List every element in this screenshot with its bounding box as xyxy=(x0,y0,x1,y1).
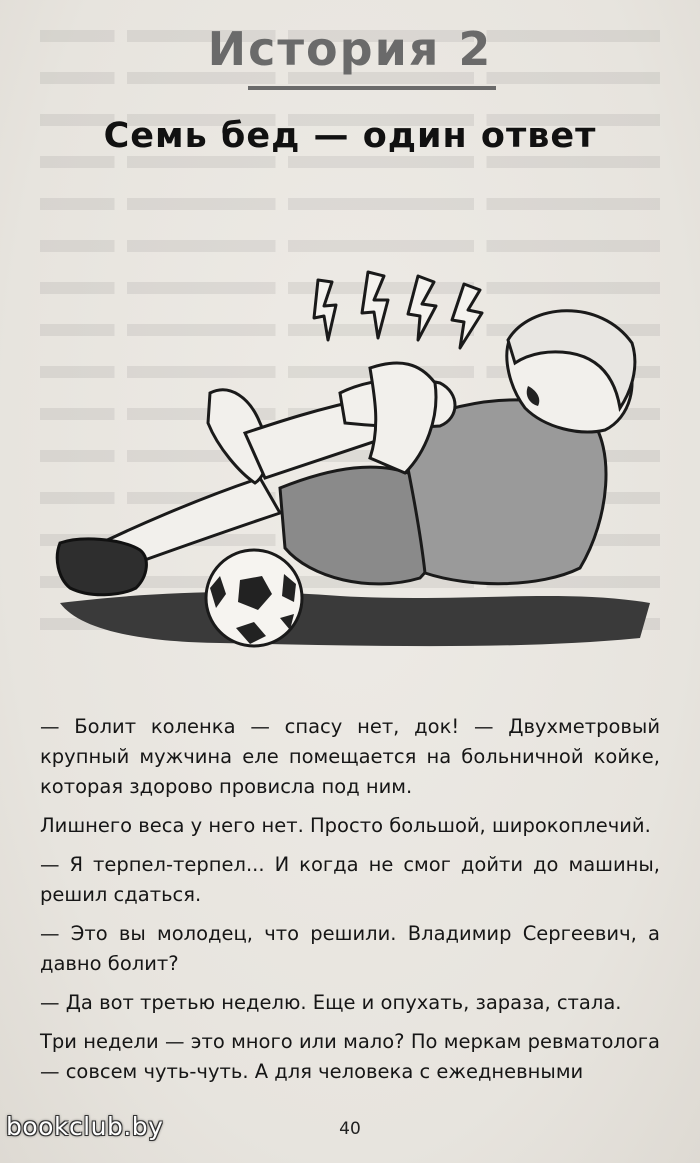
paragraph: — Я терпел-терпел... И когда не смог дойти до машины, решил сдаться. xyxy=(40,853,660,906)
extended-leg-shoe xyxy=(57,539,146,595)
paragraph: Три недели — это много или мало? По меркам ревматолога — совсем чуть-чуть. А для человека с ежедневными xyxy=(40,1030,660,1083)
story-title: История 2 xyxy=(207,22,493,76)
paragraph: — Да вот третью неделю. Еще и опухать, зараза, стала. xyxy=(40,991,622,1014)
paragraph: — Это вы молодец, что решили. Владимир Сергеевич, а давно болит? xyxy=(40,922,660,975)
body-text xyxy=(40,712,660,1096)
page-number: 40 xyxy=(339,1119,361,1139)
paragraph: Лишнего веса у него нет. Просто большой, широкоплечий. xyxy=(40,814,651,837)
paragraph: — Болит коленка — спасу нет, док! — Двухметровый крупный мужчина еле помещается на больничной койке, которая здорово провисла под ним. xyxy=(40,715,660,798)
soccer-ball-icon xyxy=(206,550,302,646)
ground-shadow xyxy=(60,592,650,646)
title-underline xyxy=(248,86,496,90)
injured-football-player-illustration xyxy=(40,258,680,658)
pain-lightning-icons xyxy=(314,272,482,348)
chapter-title: Семь бед — один ответ xyxy=(103,116,597,156)
watermark: bookclub.by xyxy=(6,1112,164,1141)
